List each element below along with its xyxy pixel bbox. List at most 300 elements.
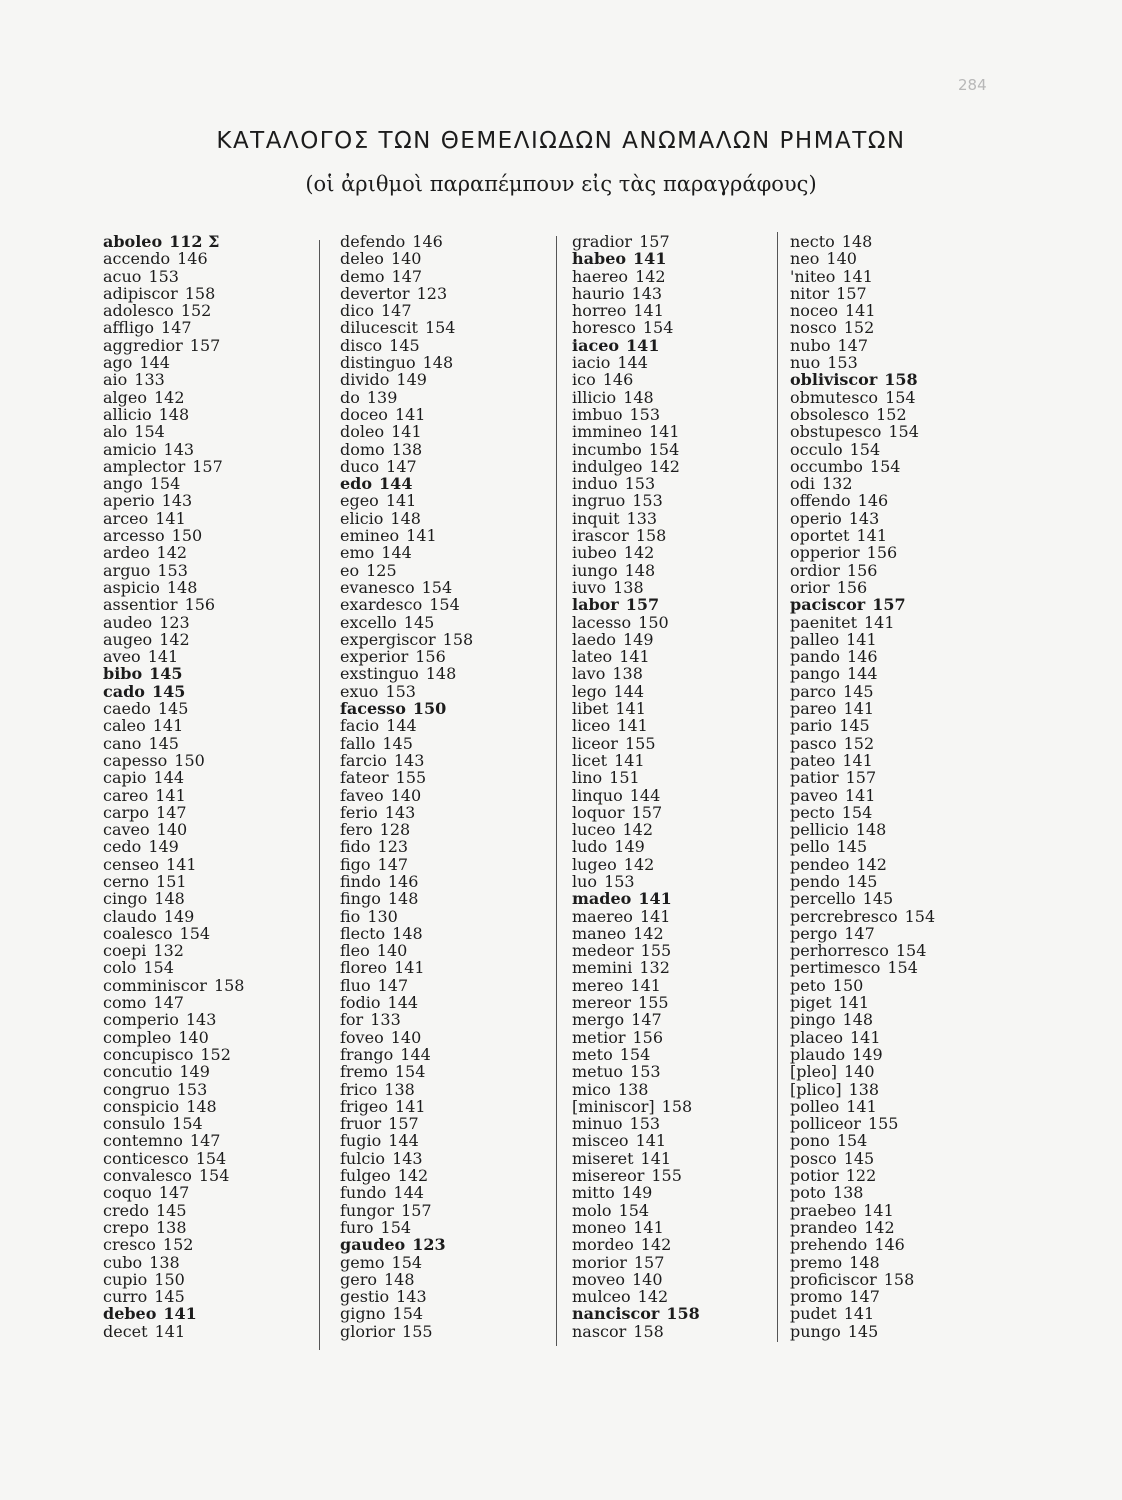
- verb-name: pello: [790, 837, 830, 857]
- paragraph-ref: 156: [632, 1027, 664, 1047]
- verb-entry: [790, 233, 935, 250]
- verb-entry: [790, 1323, 935, 1340]
- verb-name: parco: [790, 681, 837, 701]
- verb-entry: [103, 683, 244, 700]
- verb-name: inquit: [572, 508, 620, 528]
- paragraph-ref: 154: [421, 577, 453, 597]
- verb-entry: [103, 579, 244, 596]
- verb-name: misceo: [572, 1131, 629, 1151]
- paragraph-ref: 141: [856, 526, 888, 546]
- verb-entry: [572, 1150, 700, 1167]
- paragraph-ref: 142: [154, 387, 185, 407]
- verb-entry: [103, 769, 244, 786]
- verb-name: fungor: [340, 1200, 395, 1220]
- paragraph-ref: 141: [385, 491, 417, 511]
- verb-entry: [103, 319, 244, 336]
- verb-entry: [572, 1046, 700, 1063]
- verb-name: iuvo: [572, 577, 607, 597]
- verb-name: colo: [103, 958, 137, 978]
- verb-name: pecto: [790, 802, 835, 822]
- verb-name: cano: [103, 733, 142, 753]
- verb-name: placeo: [790, 1027, 843, 1047]
- paragraph-ref: 138: [613, 577, 644, 597]
- verb-name: eo: [340, 560, 360, 580]
- paragraph-ref: 147: [156, 802, 187, 822]
- verb-entry: [103, 821, 244, 838]
- verb-entry: [790, 1150, 935, 1167]
- verb-name: iungo: [572, 560, 618, 580]
- paragraph-ref: 141: [635, 1131, 667, 1151]
- paragraph-ref: 154: [392, 1304, 424, 1324]
- paragraph-ref: 154: [198, 1166, 230, 1186]
- paragraph-ref: 140: [843, 1062, 875, 1082]
- verb-entry: [572, 337, 700, 354]
- verb-entry: [572, 1305, 700, 1322]
- paragraph-ref: 157: [836, 283, 867, 303]
- paragraph-ref: 155: [638, 993, 669, 1013]
- verb-name: perhorresco: [790, 941, 889, 961]
- paragraph-ref: 141: [639, 906, 671, 926]
- paragraph-ref: 122: [845, 1166, 877, 1186]
- verb-name: piget: [790, 993, 832, 1013]
- verb-entry: [572, 1323, 700, 1340]
- verb-name: lugeo: [572, 854, 617, 874]
- paragraph-ref: 138: [848, 1079, 880, 1099]
- verb-name: pasco: [790, 733, 837, 753]
- verb-entry: [572, 735, 700, 752]
- verb-entry: [103, 1011, 244, 1028]
- verb-entry: [103, 233, 244, 250]
- verb-name: obsolesco: [790, 404, 870, 424]
- verb-entry: [572, 562, 700, 579]
- verb-entry: [572, 233, 700, 250]
- paragraph-ref: 154: [149, 474, 181, 494]
- verb-entry: [790, 1236, 935, 1253]
- verb-entry: [790, 1029, 935, 1046]
- verb-name: do: [340, 387, 360, 407]
- verb-entry: [103, 856, 244, 873]
- paragraph-ref: 141: [846, 629, 877, 649]
- verb-entry: [572, 319, 700, 336]
- verb-entry: [103, 1150, 244, 1167]
- paragraph-ref: 147: [153, 993, 184, 1013]
- verb-entry: [572, 1098, 700, 1115]
- verb-name: posco: [790, 1148, 837, 1168]
- verb-name: induo: [572, 474, 618, 494]
- verb-name: doceo: [340, 404, 388, 424]
- verb-name: coalesco: [103, 923, 173, 943]
- verb-entry: [790, 1167, 935, 1184]
- paragraph-ref: 141: [844, 785, 876, 805]
- paragraph-ref: 141: [614, 750, 645, 770]
- verb-entry: [790, 977, 935, 994]
- verb-name: decet: [103, 1321, 148, 1341]
- verb-name: lacesso: [572, 612, 632, 632]
- verb-entry: [790, 527, 935, 544]
- verb-name: pingo: [790, 1010, 836, 1030]
- verb-entry: [790, 1063, 935, 1080]
- paragraph-ref: 142: [633, 923, 664, 943]
- verb-name: alo: [103, 422, 128, 442]
- paragraph-ref: 141: [640, 1148, 672, 1168]
- paragraph-ref: 143: [396, 1287, 427, 1307]
- verb-name: nubo: [790, 335, 831, 355]
- verb-entry: [103, 510, 244, 527]
- verb-name: moneo: [572, 1217, 627, 1237]
- paragraph-ref: 142: [856, 854, 887, 874]
- verb-entry: [790, 492, 935, 509]
- verb-name: devertor: [340, 283, 410, 303]
- paragraph-ref: 157: [625, 595, 660, 615]
- verb-name: figo: [340, 854, 371, 874]
- verb-name: exardesco: [340, 595, 423, 615]
- verb-name: aio: [103, 370, 128, 390]
- verb-name: linquo: [572, 785, 623, 805]
- paragraph-ref: 138: [612, 664, 643, 684]
- verb-name: cresco: [103, 1235, 156, 1255]
- verb-entry: [103, 1115, 244, 1132]
- verb-name: bibo: [103, 664, 143, 684]
- paragraph-ref: 146: [387, 871, 419, 891]
- verb-name: capesso: [103, 750, 168, 770]
- paragraph-ref: 145: [862, 889, 894, 909]
- paragraph-ref: 141: [406, 526, 437, 546]
- verb-name: caveo: [103, 820, 150, 840]
- verb-entry: [790, 873, 935, 890]
- paragraph-ref: 157: [189, 335, 221, 355]
- verb-name: disco: [340, 335, 383, 355]
- paragraph-ref: 142: [159, 629, 190, 649]
- verb-entry: [790, 475, 935, 492]
- verb-entry: [790, 1288, 935, 1305]
- verb-entry: [103, 1288, 244, 1305]
- verb-name: proficiscor: [790, 1269, 877, 1289]
- paragraph-ref: 141: [163, 1304, 197, 1324]
- verb-name: elicio: [340, 508, 384, 528]
- verb-entry: [790, 1011, 935, 1028]
- verb-entry: [340, 1271, 473, 1288]
- page-number: 284: [958, 76, 987, 94]
- paragraph-ref: 147: [158, 1183, 190, 1203]
- verb-name: debeo: [103, 1304, 157, 1324]
- verb-entry: [340, 925, 473, 942]
- verb-name: acuo: [103, 266, 142, 286]
- verb-entry: [340, 821, 473, 838]
- verb-name: nitor: [790, 283, 830, 303]
- verb-name: coepi: [103, 941, 147, 961]
- paragraph-ref: 154: [885, 387, 916, 407]
- verb-name: gemo: [340, 1252, 385, 1272]
- verb-entry: [572, 769, 700, 786]
- paragraph-ref: 150: [832, 975, 864, 995]
- verb-name: potior: [790, 1166, 839, 1186]
- paragraph-ref: 144: [386, 716, 417, 736]
- paragraph-ref: 141: [842, 266, 873, 286]
- verb-entry: [790, 890, 935, 907]
- paragraph-ref: 138: [155, 1217, 187, 1237]
- verb-entry: [103, 804, 244, 821]
- verb-name: fulgeo: [340, 1166, 391, 1186]
- verb-entry: [103, 1046, 244, 1063]
- verb-entry: [572, 302, 700, 319]
- verb-name: operio: [790, 508, 842, 528]
- verb-name: plaudo: [790, 1044, 846, 1064]
- verb-entry: [103, 250, 244, 267]
- verb-entry: [340, 423, 473, 440]
- verb-name: fodio: [340, 993, 381, 1013]
- verb-name: cerno: [103, 871, 150, 891]
- verb-entry: [572, 596, 700, 613]
- verb-name: como: [103, 993, 147, 1013]
- verb-entry: [572, 890, 700, 907]
- paragraph-ref: 140: [390, 1027, 422, 1047]
- paragraph-ref: 146: [857, 491, 889, 511]
- paragraph-ref: 144: [613, 681, 645, 701]
- verb-name: augeo: [103, 629, 153, 649]
- verb-name: haurio: [572, 283, 625, 303]
- verb-name: concutio: [103, 1062, 173, 1082]
- verb-name: pareo: [790, 699, 837, 719]
- verb-entry: [340, 1236, 473, 1253]
- verb-name: ingruo: [572, 491, 626, 511]
- verb-name: pungo: [790, 1321, 841, 1341]
- verb-name: exstinguo: [340, 664, 419, 684]
- verb-entry: [790, 250, 935, 267]
- verb-entry: [572, 959, 700, 976]
- verb-name: memini: [572, 958, 633, 978]
- verb-name: liceor: [572, 733, 618, 753]
- verb-entry: [340, 354, 473, 371]
- verb-name: paveo: [790, 785, 838, 805]
- paragraph-ref: 144: [387, 993, 419, 1013]
- paragraph-ref: 148: [186, 1096, 217, 1116]
- verb-name: domo: [340, 439, 385, 459]
- verb-name: exuo: [340, 681, 379, 701]
- verb-entry: [340, 337, 473, 354]
- paragraph-ref: 144: [381, 543, 412, 563]
- verb-entry: [572, 614, 700, 631]
- paragraph-ref: 141: [155, 785, 186, 805]
- paragraph-ref: 145: [403, 612, 435, 632]
- verb-name: ordior: [790, 560, 840, 580]
- verb-name: adolesco: [103, 301, 174, 321]
- verb-name: occumbo: [790, 456, 863, 476]
- paragraph-ref: 143: [384, 802, 416, 822]
- verb-name: foveo: [340, 1027, 384, 1047]
- paragraph-ref: 154: [648, 439, 680, 459]
- verb-entry: [572, 925, 700, 942]
- verb-entry: [103, 942, 244, 959]
- paragraph-ref: 143: [392, 1148, 423, 1168]
- verb-entry: [340, 492, 473, 509]
- paragraph-ref: 140: [390, 249, 422, 269]
- verb-entry: [572, 579, 700, 596]
- paragraph-ref: 142: [864, 1217, 895, 1237]
- paragraph-ref: 149: [623, 629, 654, 649]
- paragraph-ref: 157: [639, 232, 670, 251]
- verb-entry: [572, 1288, 700, 1305]
- verb-entry: [790, 510, 935, 527]
- verb-entry: [790, 665, 935, 682]
- verb-entry: [340, 977, 473, 994]
- paragraph-ref: 144: [379, 474, 413, 494]
- verb-name: mico: [572, 1079, 611, 1099]
- verb-name: ferio: [340, 802, 378, 822]
- paragraph-ref: 154: [849, 439, 881, 459]
- verb-name: distinguo: [340, 353, 416, 373]
- verb-entry: [103, 1202, 244, 1219]
- verb-entry: [340, 890, 473, 907]
- paragraph-ref: 143: [631, 283, 663, 303]
- verb-entry: [790, 596, 935, 613]
- paragraph-ref: 146: [874, 1235, 905, 1255]
- paragraph-ref: 154: [904, 906, 936, 926]
- paragraph-ref: 141: [617, 716, 648, 736]
- paragraph-ref: 141: [394, 404, 426, 424]
- paragraph-ref: 141: [166, 854, 197, 874]
- verb-name: necto: [790, 232, 835, 251]
- paragraph-ref: 144: [400, 1044, 431, 1064]
- verb-name: fleo: [340, 941, 370, 961]
- paragraph-ref: 152: [180, 301, 212, 321]
- catalog-subtitle: (οἱ ἀριθμοὶ παραπέμπουν εἰς τὰς παραγράφους): [305, 172, 817, 196]
- verb-entry: [790, 908, 935, 925]
- paragraph-ref: 156: [866, 543, 898, 563]
- paragraph-ref: 155: [867, 1114, 899, 1134]
- verb-entry: [790, 942, 935, 959]
- paragraph-ref: 147: [837, 335, 869, 355]
- verb-entry: [340, 406, 473, 423]
- paragraph-ref: 148: [849, 1252, 880, 1272]
- catalog-title: ΚΑΤΑΛΟΓΟΣ ΤΩΝ ΘΕΜΕΛΙΩΔΩΝ ΑΝΩΜΑΛΩΝ ΡΗΜΑΤΩΝ: [216, 128, 906, 154]
- paragraph-ref: 141: [619, 647, 650, 667]
- verb-name: amplector: [103, 456, 186, 476]
- verb-name: indulgeo: [572, 456, 643, 476]
- verb-entry: [790, 752, 935, 769]
- paragraph-ref: 125: [366, 560, 397, 580]
- paragraph-ref: 132: [822, 474, 853, 494]
- paragraph-ref: 157: [631, 802, 663, 822]
- verb-entry: [103, 631, 244, 648]
- verb-entry: [340, 544, 473, 561]
- verb-entry: [572, 1132, 700, 1149]
- verb-name: arguo: [103, 560, 151, 580]
- paragraph-ref: 153: [629, 404, 661, 424]
- verb-entry: [790, 717, 935, 734]
- verb-name: flecto: [340, 923, 386, 943]
- verb-entry: [103, 1219, 244, 1236]
- paragraph-ref: 153: [630, 1062, 661, 1082]
- paragraph-ref: 148: [623, 387, 654, 407]
- paragraph-ref: 144: [617, 353, 648, 373]
- paragraph-ref: 154: [888, 422, 919, 442]
- verb-name: audeo: [103, 612, 153, 632]
- verb-entry: [790, 838, 935, 855]
- paragraph-ref: 146: [602, 370, 634, 390]
- paragraph-ref: 148: [841, 232, 873, 251]
- verb-name: labor: [572, 595, 619, 615]
- verb-name: consulo: [103, 1114, 166, 1134]
- paragraph-ref: 148: [425, 664, 457, 684]
- verb-entry: [340, 233, 473, 250]
- verb-name: miseret: [572, 1148, 634, 1168]
- verb-entry: [340, 1219, 473, 1236]
- verb-entry: [340, 787, 473, 804]
- verb-name: gigno: [340, 1304, 386, 1324]
- paragraph-ref: 154: [394, 1062, 426, 1082]
- verb-entry: [340, 1167, 473, 1184]
- paragraph-ref: 153: [157, 560, 188, 580]
- verb-name: luo: [572, 871, 598, 891]
- verb-entry: [340, 1063, 473, 1080]
- paragraph-ref: 150: [412, 699, 447, 719]
- paragraph-ref: 154: [195, 1148, 227, 1168]
- verb-entry: [103, 389, 244, 406]
- verb-entry: [103, 337, 244, 354]
- verb-entry: [572, 389, 700, 406]
- verb-name: glorior: [340, 1321, 396, 1341]
- verb-name: frango: [340, 1044, 394, 1064]
- verb-entry: [340, 1150, 473, 1167]
- verb-name: praebeo: [790, 1200, 857, 1220]
- verb-name: pono: [790, 1131, 830, 1151]
- verb-entry: [340, 769, 473, 786]
- verb-name: gestio: [340, 1287, 390, 1307]
- paragraph-ref: 154: [836, 1131, 868, 1151]
- paragraph-ref: 141: [394, 958, 425, 978]
- verb-entry: [340, 250, 473, 267]
- verb-entry: [340, 389, 473, 406]
- paragraph-ref: 123: [412, 1235, 446, 1255]
- verb-name: ango: [103, 474, 143, 494]
- paragraph-ref: 154: [619, 1044, 651, 1064]
- verb-entry: [103, 890, 244, 907]
- verb-entry: [103, 977, 244, 994]
- verb-name: obmutesco: [790, 387, 879, 407]
- verb-name: demo: [340, 266, 385, 286]
- paragraph-ref: 144: [139, 353, 170, 373]
- verb-entry: [790, 1254, 935, 1271]
- verb-name: emineo: [340, 526, 400, 546]
- verb-name: peto: [790, 975, 826, 995]
- verb-entry: [340, 510, 473, 527]
- paragraph-ref: 149: [852, 1044, 883, 1064]
- paragraph-ref: 149: [148, 837, 179, 857]
- paragraph-ref: 138: [391, 439, 423, 459]
- verb-name: fallo: [340, 733, 376, 753]
- verb-entry: [790, 268, 935, 285]
- verb-entry: [572, 1184, 700, 1201]
- verb-entry: [103, 665, 244, 682]
- paragraph-ref: 133: [626, 508, 658, 528]
- verb-name: compleo: [103, 1027, 172, 1047]
- paragraph-ref: 145: [154, 1287, 185, 1307]
- verb-column-4: [790, 233, 935, 1340]
- paragraph-ref: 138: [832, 1183, 864, 1203]
- verb-name: paenitet: [790, 612, 857, 632]
- paragraph-ref: 148: [166, 577, 198, 597]
- paragraph-ref: 157: [192, 456, 223, 476]
- verb-entry: [103, 787, 244, 804]
- verb-entry: [340, 371, 473, 388]
- verb-name: pario: [790, 716, 833, 736]
- paragraph-ref: 141: [633, 249, 667, 269]
- paragraph-ref: 154: [380, 1217, 412, 1237]
- paragraph-ref: 148: [390, 508, 421, 528]
- verb-entry: [790, 423, 935, 440]
- paragraph-ref: 145: [151, 681, 186, 701]
- verb-name: claudo: [103, 906, 157, 926]
